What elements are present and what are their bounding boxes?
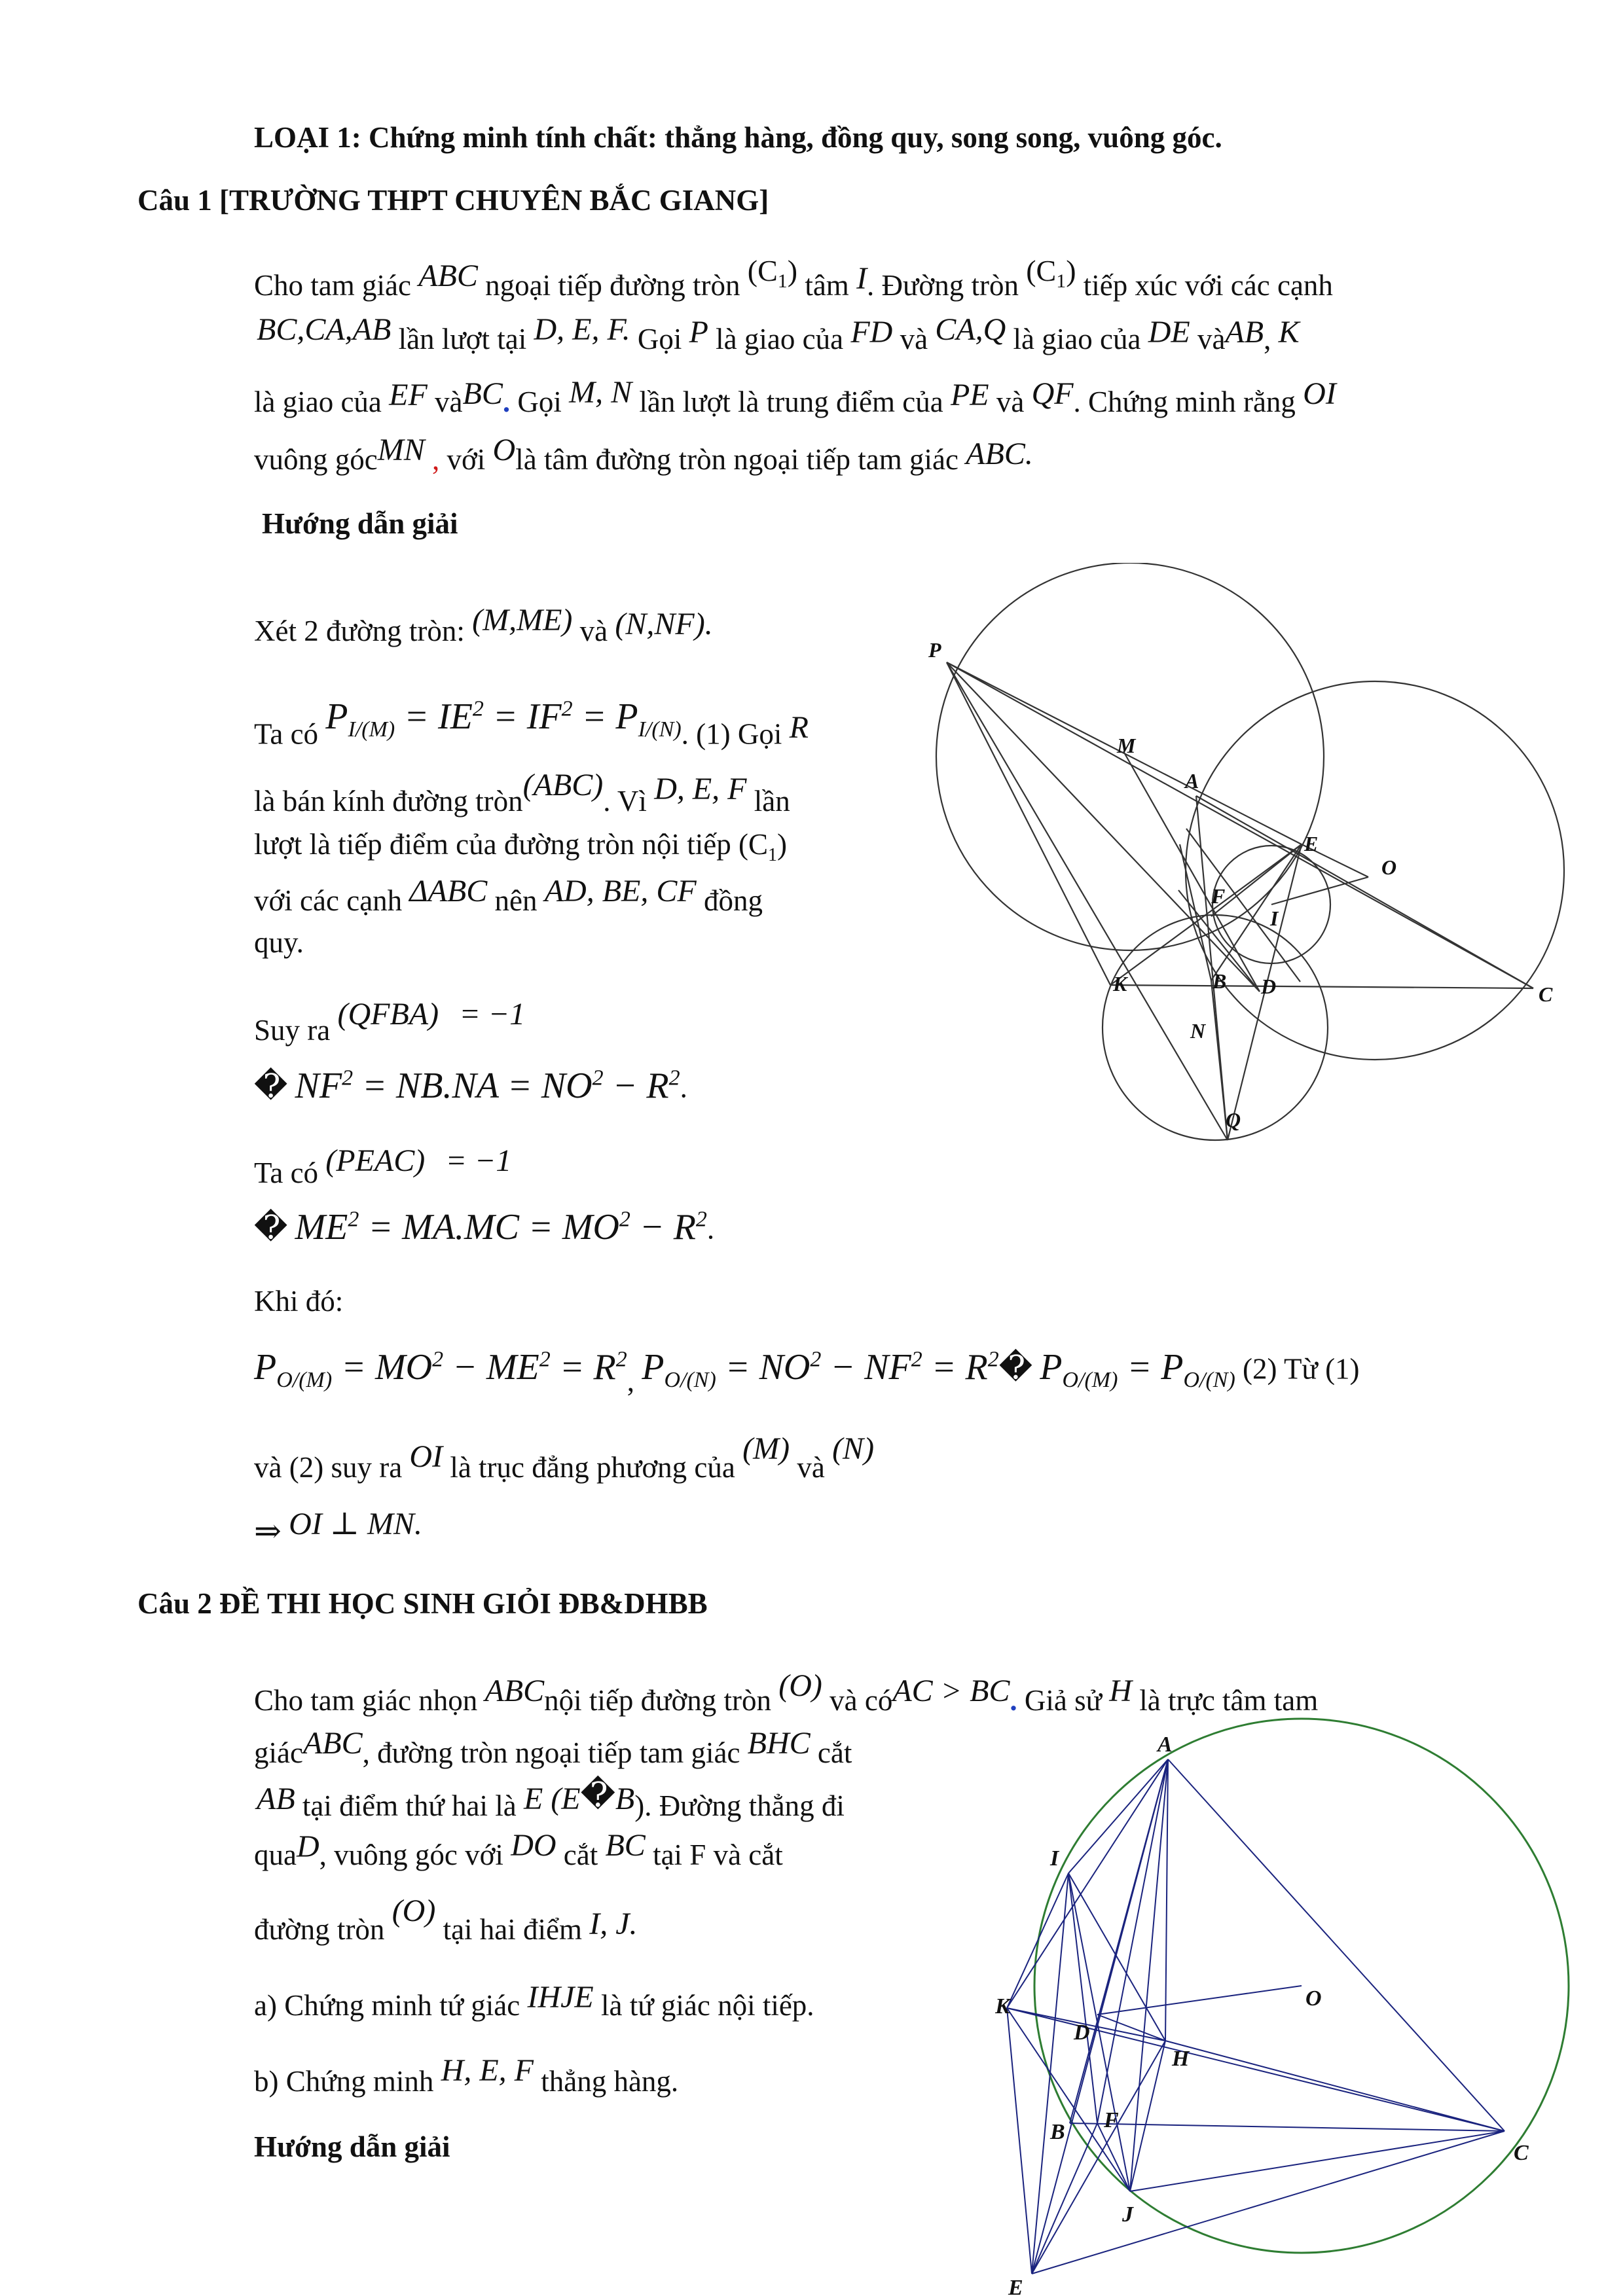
q1-sol-14: ⇒ OI ⊥ MN. xyxy=(254,1507,422,1549)
q1-problem-line-1: Cho tam giác ABC ngoại tiếp đường tròn $(C_1)$ tâm I. Đường tròn $(C_1)$ tiếp xúc với các cạnh xyxy=(254,254,1333,302)
q1-fig-label-E: E xyxy=(1304,832,1319,855)
q1-fig-label-M: M xyxy=(1117,734,1136,757)
q1-fig-label-I: I xyxy=(1270,906,1279,930)
q1-sol-1: Xét 2 đường tròn: (M,ME) và (N,NF). xyxy=(254,603,713,647)
loai-heading: LOẠI 1: Chứng minh tính chất: thẳng hàng, đồng quy, song song, vuông góc. xyxy=(254,121,1222,154)
q1-problem-line-4: vuông gócMN , với Olà tâm đường tròn ngoại tiếp tam giác ABC. xyxy=(254,433,1033,476)
q2-figure xyxy=(995,1715,1584,2296)
q2-fig-label-A: A xyxy=(1158,1732,1173,1757)
q2-problem-line-5: đường tròn (O) tại hai điểm I, J. xyxy=(254,1893,638,1946)
q2-fig-label-H: H xyxy=(1172,2047,1190,2071)
q2-fig-label-E: E xyxy=(1008,2276,1023,2296)
q1-sol-6: quy. xyxy=(254,926,304,959)
q1-circle-n xyxy=(1103,915,1328,1140)
q1-sol-7: Suy ra (QFBA) = −1 xyxy=(254,997,526,1047)
q2-title: Câu 2 ĐỀ THI HỌC SINH GIỎI ĐB&DHBB xyxy=(137,1587,708,1620)
q1-title: Câu 1 [TRƯỜNG THPT CHUYÊN BẮC GIANG] xyxy=(137,184,769,217)
q2-fig-label-D: D xyxy=(1074,2020,1090,2045)
q1-figure xyxy=(897,563,1591,1152)
q1-fig-label-K: K xyxy=(1113,972,1127,996)
q2-problem-line-2: giácABC, đường tròn ngoại tiếp tam giác BHC cắt xyxy=(254,1726,852,1769)
q1-fig-label-C: C xyxy=(1539,982,1553,1006)
q1-guide-heading: Hướng dẫn giải xyxy=(262,507,458,540)
q1-sol-10: � $ME^2 = MA.MC = MO^2 - R^2$. xyxy=(254,1206,715,1247)
q2-fig-label-I: I xyxy=(1050,1846,1059,1871)
q1-sol-13: và (2) suy ra OI là trục đẳng phương của (M) và (N) xyxy=(254,1431,875,1484)
q1-sol-8: � $NF^2 = NB.NA = NO^2 - R^2$. xyxy=(254,1065,687,1106)
q2-problem-line-4: quaD, vuông góc với DO cắt BC tại F và cắt xyxy=(254,1828,783,1871)
q1-sol-5: với các cạnh ΔABC nên AD, BE, CF đồng xyxy=(254,874,763,917)
q1-sol-4: lượt là tiếp điểm của đường tròn nội tiếp $(C_1)$ xyxy=(254,828,787,865)
q2-fig-label-B: B xyxy=(1050,2120,1065,2144)
q2-fig-label-J: J xyxy=(1122,2202,1133,2227)
q1-fig-label-Q: Q xyxy=(1226,1108,1241,1132)
q2-fig-label-F: F xyxy=(1104,2108,1119,2132)
q2-fig-label-K: K xyxy=(995,1994,1010,2018)
q1-fig-label-A: A xyxy=(1185,769,1199,793)
q2-part-b: b) Chứng minh H, E, F thẳng hàng. xyxy=(254,2053,679,2098)
q1-sol-2: Ta có $P_{I/(M)} = IE^2 = IF^2 = P_{I/(N)}$. (1) Gọi R xyxy=(254,696,809,751)
q1-problem-line-2: BC,CA,AB lần lượt tại D, E, F. Gọi P là giao của FD và CA,Q là giao của DE vàAB, K xyxy=(257,312,1300,355)
q2-problem-line-1: Cho tam giác nhọn ABCnội tiếp đường tròn (O) và cóAC > BC. Giả sử H là trực tâm tam xyxy=(254,1668,1319,1717)
q2-part-a: a) Chứng minh tứ giác IHJE là tứ giác nội tiếp. xyxy=(254,1980,814,2022)
q1-circle-circum xyxy=(1186,681,1564,1060)
q2-fig-label-O: O xyxy=(1305,1986,1322,2011)
q1-fig-label-D: D xyxy=(1261,975,1277,998)
q2-fig-label-C: C xyxy=(1514,2141,1529,2165)
q1-sol-3: là bán kính đường tròn(ABC). Vì D, E, F lần xyxy=(254,768,790,817)
q1-problem-line-3: là giao của EF vàBC. Gọi M, N lần lượt là trung điểm của PE và QF. Chứng minh rằng OI xyxy=(254,375,1336,418)
q1-fig-label-N: N xyxy=(1190,1019,1206,1043)
q2-guide-heading: Hướng dẫn giải xyxy=(254,2130,450,2163)
q1-sol-12: $P_{O/(M)} = MO^2 - ME^2 = R^2$, $P_{O/(N)} = NO^2 - NF^2$ = $R^2�$ $P_{O/(M)} = P_{O/(N)}$ (2) Từ (1) xyxy=(254,1346,1360,1397)
q1-sol-9: Ta có (PEAC) = −1 xyxy=(254,1143,512,1189)
q1-fig-label-B: B xyxy=(1213,969,1227,993)
q1-fig-label-F: F xyxy=(1211,884,1226,908)
q1-fig-label-P: P xyxy=(928,638,941,662)
q1-fig-label-O: O xyxy=(1381,855,1397,879)
q1-sol-11: Khi đó: xyxy=(254,1285,344,1318)
q2-problem-line-3: AB tại điểm thứ hai là E (E�B). Đường thẳng đi xyxy=(257,1777,845,1822)
